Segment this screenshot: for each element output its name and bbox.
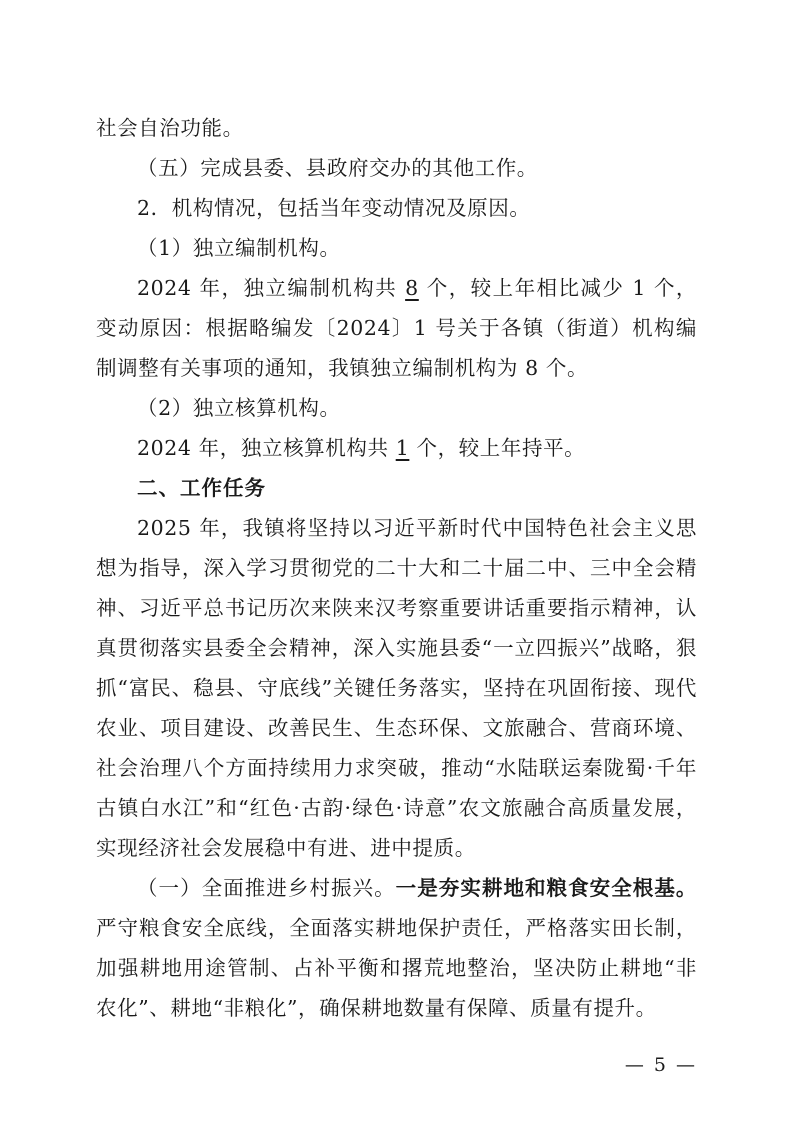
- section-heading-work-tasks: 二、工作任务: [137, 476, 266, 500]
- paragraph-social-autonomy: 社会自治功能。: [96, 116, 244, 140]
- document-body: [96, 108, 697, 1028]
- underlined-value-1: 1: [395, 436, 410, 460]
- paragraph-establishment-detail: [96, 268, 697, 388]
- paragraph-2025-guidance: 2025 年，我镇将坚持以习近平新时代中国特色社会主义思想为指导，深入学习贯彻党的二十大和二十届二中、三中全会精神、习近平总书记历次来陕来汉考察重要讲话重要指示精神，认真贯彻落实县委全会精神，深入实施县委“一立四振兴”战略，狠抓“富民、稳县、守底线”关键任务落实，坚持在巩固衔接、现代农业、项目建设、改善民生、生态环保、文旅融合、营商环境、社会治理八个方面持续用力求突破，推动“水陆联运秦陇蜀·千年古镇白水江”和“红色·古韵·绿色·诗意”农文旅融合高质量发展，实现经济社会发展稳中有进、进中提质。: [96, 516, 697, 860]
- page-number: — 5 —: [624, 1054, 697, 1076]
- bold-subheading-farmland-food-security: 一是夯实耕地和粮食安全根基。: [395, 876, 697, 900]
- paragraph-item-2-institutions: 2．机构情况，包括当年变动情况及原因。: [137, 196, 531, 220]
- underlined-value-8: 8: [405, 276, 419, 300]
- text-segment: 2024 年，独立核算机构共: [137, 436, 396, 460]
- text-segment: 严守粮食安全底线，全面落实耕地保护责任，严格落实田长制，加强耕地用途管制、占补平衡和撂荒地整治，坚决防止耕地“非农化”、耕地“非粮化”，确保耕地数量有保障、质量有提升。: [96, 916, 697, 1020]
- text-segment: （一）全面推进乡村振兴。: [137, 876, 396, 900]
- text-segment: 2024 年，独立编制机构共: [137, 276, 406, 300]
- text-segment: 个，较上年持平。: [409, 436, 586, 460]
- text-segment: 个，较上年相比减少 1 个，变动原因：根据略编发〔2024〕1 号关于各镇（街道）机构编制调整有关事项的通知，我镇独立编制机构为 8 个。: [96, 276, 698, 380]
- paragraph-accounting-detail: [96, 428, 697, 468]
- paragraph-item-2-independent-accounting: （2）独立核算机构。: [137, 396, 341, 420]
- paragraph-rural-revitalization: [96, 868, 697, 1028]
- paragraph-item-five: （五）完成县委、县政府交办的其他工作。: [137, 156, 538, 180]
- paragraph-item-1-independent-establishment: （1）独立编制机构。: [137, 236, 341, 260]
